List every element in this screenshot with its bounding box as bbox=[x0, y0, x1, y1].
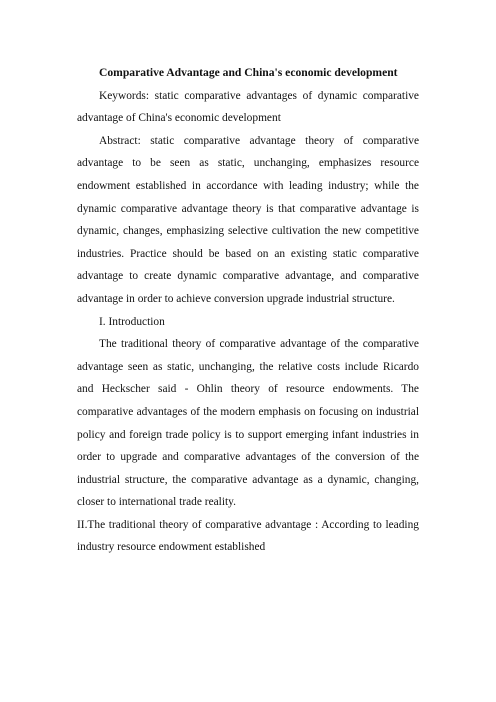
section-2-heading: II.The traditional theory of comparative advantage : According to leading industry resource endowment established bbox=[77, 518, 419, 554]
document-page bbox=[77, 62, 419, 559]
section-1-heading: I. Introduction bbox=[99, 315, 165, 328]
keywords-paragraph: Keywords: static comparative advantages of dynamic comparative advantage of China's economic development bbox=[77, 89, 419, 125]
section-1-body: The traditional theory of comparative advantage of the comparative advantage seen as static, unchanging, the relative costs include Ricardo and Heckscher said - Ohlin theory of resource endowments. The comparative advantages of the modern emphasis on focusing on industrial policy and foreign trade policy is to support emerging infant industries in order to upgrade and comparative advantages of the conversion of the industrial structure, the comparative advantage as a dynamic, changing, closer to international trade reality. bbox=[77, 338, 419, 509]
abstract-paragraph: Abstract: static comparative advantage theory of comparative advantage to be seen as static, unchanging, emphasizes resource endowment established in accordance with leading industry; while the dynamic comparative advantage theory is that comparative advantage is dynamic, changes, emphasizing selective cultivation the new competitive industries. Practice should be based on an existing static comparative advantage to create dynamic comparative advantage, and comparative advantage in order to achieve conversion upgrade industrial structure. bbox=[77, 134, 419, 305]
document-title: Comparative Advantage and China's economic development bbox=[99, 66, 398, 79]
